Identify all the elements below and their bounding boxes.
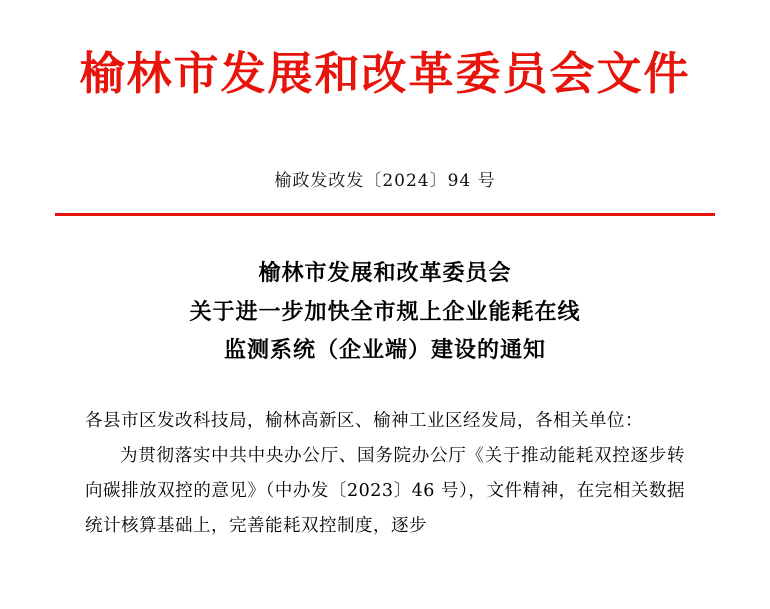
red-divider-rule [55, 213, 715, 216]
masthead-title: 榆林市发展和改革委员会文件 [79, 47, 691, 100]
body-paragraph-salutation: 各县市区发改科技局，榆林高新区、榆神工业区经发局，各相关单位： [85, 410, 643, 431]
subject-line-1: 榆林市发展和改革委员会 [258, 260, 512, 287]
subject-line-2: 关于进一步加快全市规上企业能耗在线 [189, 298, 581, 325]
subject-line-3: 监测系统（企业端）建设的通知 [223, 337, 546, 364]
document-masthead [0, 0, 770, 102]
document-subject [0, 254, 770, 370]
body-paragraph-1: 为贯彻落实中共中央办公厅、国务院办公厅《关于推动能耗双控逐步转向碳排放双控的意见》（中办发〔2023〕46 号），文件精神，在完相关数据统计核算基础上，完善能耗双控制度，逐步 [85, 445, 685, 536]
document-number: 榆政发改发〔2024〕94 号 [274, 171, 496, 192]
document-body [85, 404, 685, 544]
